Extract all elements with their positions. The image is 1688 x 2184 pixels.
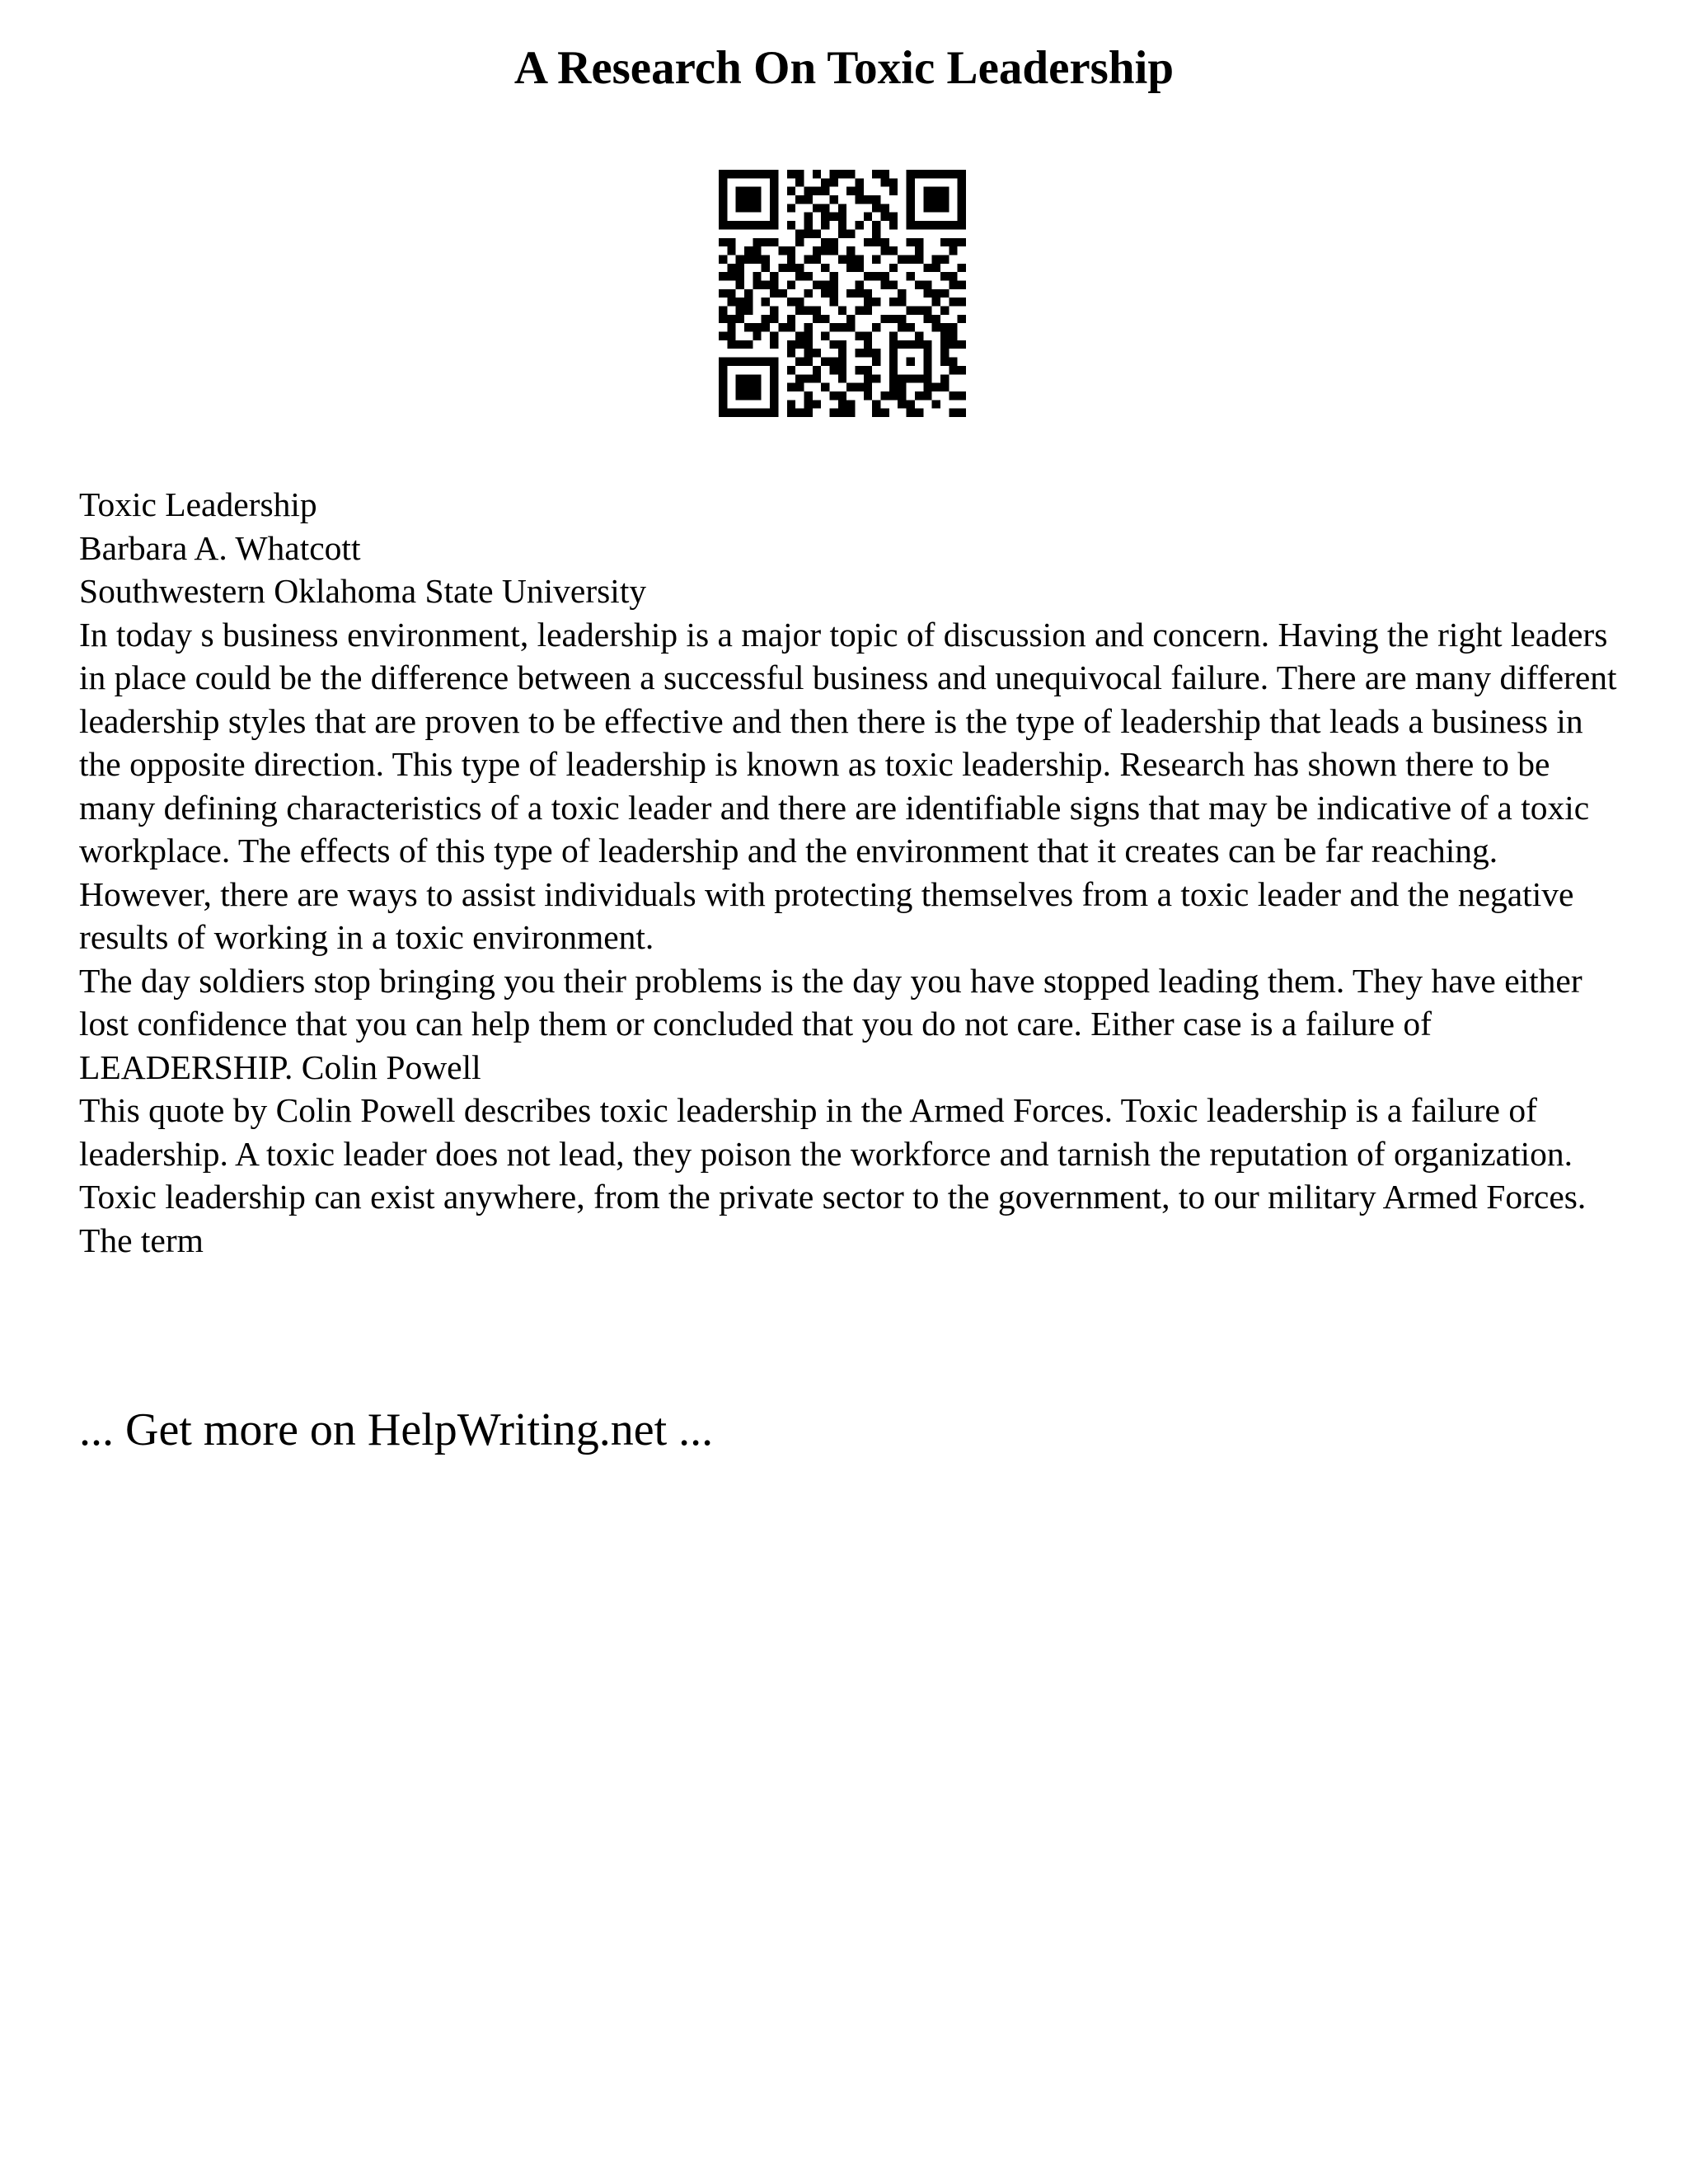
- author-name: Barbara A. Whatcott: [79, 528, 361, 567]
- paragraph-quote: The day soldiers stop bringing you their problems is the day you have stopped leading them. They have either lost confidence that you can help them or concluded that you do not care. Either case is a failure of LEADERSHIP. Colin Powell: [79, 961, 1582, 1086]
- doc-heading-title: Toxic Leadership: [79, 485, 317, 523]
- get-more-link[interactable]: ... Get more on HelpWriting.net ...: [79, 1404, 714, 1455]
- document-body: [79, 483, 1629, 1262]
- institution-name: Southwestern Oklahoma State University: [79, 572, 647, 610]
- paragraph-truncated: The term: [79, 1221, 204, 1259]
- document-title: A Research On Toxic Leadership: [513, 42, 1175, 94]
- paragraph-intro: In today s business environment, leadership is a major topic of discussion and concern. Having the right leaders in place could be the difference between a successful business and unequivocal failure. There are many different leadership styles that are proven to be effective and then there is the type of leadership that leads a business in the opposite direction. This type of leadership is known as toxic leadership. Research has shown there to be many defining characteristics of a toxic leader and there are identifiable signs that may be indicative of a toxic workplace. The effects of this type of leadership and the environment that it creates can be far reaching. However, there are ways to assist individuals with protecting themselves from a toxic leader and the negative results of working in a toxic environment.: [79, 615, 1617, 956]
- paragraph-quote-analysis: This quote by Colin Powell describes toxic leadership in the Armed Forces. Toxic leadership is a failure of leadership. A toxic leader does not lead, they poison the workforce and tarnish the reputation of organization. Toxic leadership can exist anywhere, from the private sector to the government, to our military Armed Forces.: [79, 1091, 1587, 1216]
- qr-code-icon: [719, 170, 966, 417]
